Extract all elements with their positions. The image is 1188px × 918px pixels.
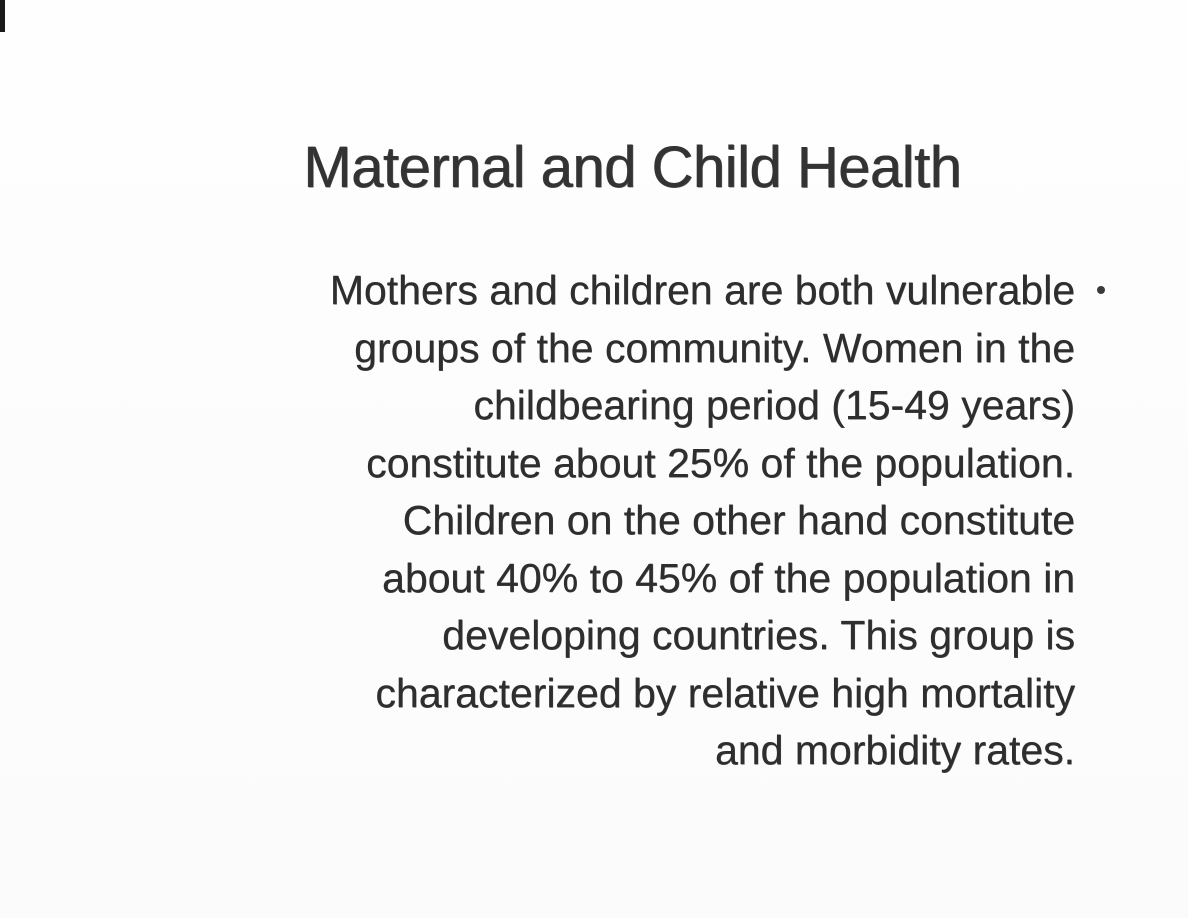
bullet-line: developing countries. This group is [442,612,1075,658]
bullet-dot-icon [1097,286,1105,294]
bullet-line: groups of the community. Women in the [354,324,1075,371]
bullet-text [170,262,1075,780]
bullet-line: characterized by relative high mortality [375,669,1075,716]
bullet-line: and morbidity rates. [714,727,1075,773]
bullet-line: Mothers and children are both vulnerable [329,267,1075,313]
bullet-line: constitute about 25% of the population. [366,439,1075,486]
slide-title: Maternal and Child Health [303,135,962,200]
scan-edge-mark [0,0,5,32]
bullet-line: about 40% to 45% of the population in [382,554,1075,601]
bullet-point [170,262,1075,780]
bullet-line: Children on the other hand constitute [402,497,1075,543]
bullet-line: childbearing period (15-49 years) [473,382,1075,428]
